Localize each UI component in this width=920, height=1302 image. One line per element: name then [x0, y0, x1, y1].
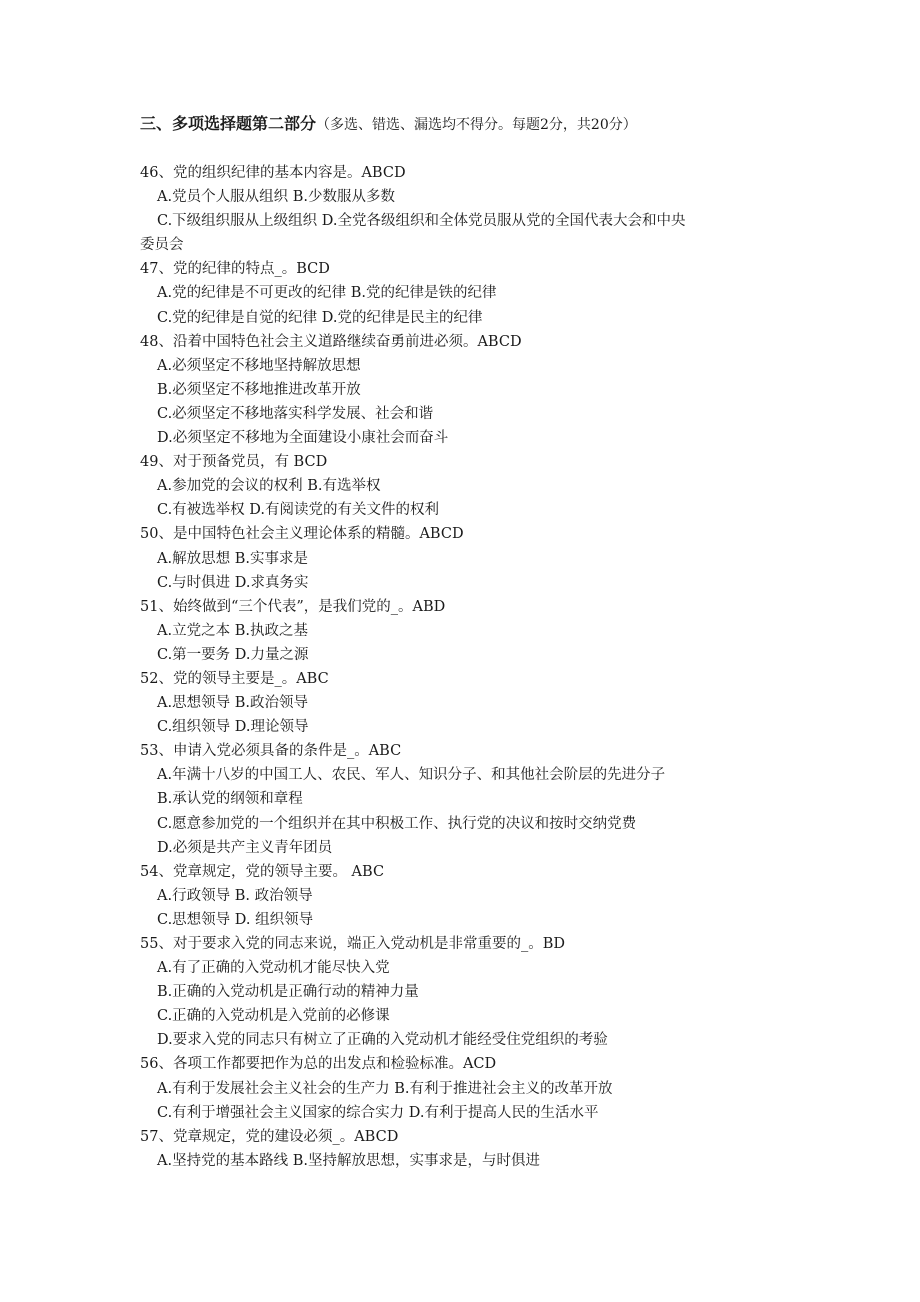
option-line: A.行政领导 B. 政治领导	[157, 887, 313, 904]
option-line: C.第一要务 D.力量之源	[157, 646, 309, 663]
option-line: C.有被选举权 D.有阅读党的有关文件的权利	[157, 502, 440, 519]
option-line: B.正确的入党动机是正确行动的精神力量	[157, 984, 419, 1001]
option-line: C.与时俱进 D.求真务实	[157, 574, 309, 591]
option-line: C.组织领导 D.理论领导	[157, 719, 309, 736]
option-line: B.承认党的纲领和章程	[157, 791, 303, 808]
option-line: D.必须坚定不移地为全面建设小康社会而奋斗	[157, 430, 449, 447]
section-title-main: 三、多项选择题第二部分	[140, 114, 317, 133]
question-text: 48、沿着中国特色社会主义道路继续奋勇前进必须。ABCD	[140, 333, 522, 350]
continuation-line: 委员会	[140, 237, 184, 254]
option-line: D.必须是共产主义青年团员	[157, 839, 333, 856]
option-line: A.立党之本 B.执政之基	[157, 622, 308, 639]
option-line: C.正确的入党动机是入党前的必修课	[157, 1008, 390, 1025]
section-title	[140, 112, 840, 137]
question-text: 56、各项工作都要把作为总的出发点和检验标准。ACD	[140, 1056, 497, 1073]
question-text: 54、党章规定，党的领导主要。 ABC	[140, 863, 385, 880]
option-line: A.有利于发展社会主义社会的生产力 B.有利于推进社会主义的改革开放	[157, 1080, 613, 1097]
option-line: C.思想领导 D. 组织领导	[157, 911, 314, 928]
question-text: 47、党的纪律的特点_。BCD	[140, 261, 330, 278]
option-line: A.参加党的会议的权利 B.有选举权	[157, 478, 381, 495]
option-line: A.解放思想 B.实事求是	[157, 550, 308, 567]
option-line: A.有了正确的入党动机才能尽快入党	[157, 960, 390, 977]
option-line: C.愿意参加党的一个组织并在其中积极工作、执行党的决议和按时交纳党费	[157, 815, 637, 832]
question-text: 50、是中国特色社会主义理论体系的精髓。ABCD	[140, 526, 464, 543]
option-line: D.要求入党的同志只有树立了正确的入党动机才能经受住党组织的考验	[157, 1032, 608, 1049]
question-text: 52、党的领导主要是_。ABC	[140, 670, 329, 687]
option-line: A.年满十八岁的中国工人、农民、军人、知识分子、和其他社会阶层的先进分子	[157, 767, 666, 784]
option-line: C.下级组织服从上级组织 D.全党各级组织和全体党员服从党的全国代表大会和中央	[157, 213, 686, 230]
question-text: 46、党的组织纪律的基本内容是。ABCD	[140, 165, 406, 181]
question-text: 57、党章规定，党的建设必须_。ABCD	[140, 1128, 399, 1145]
option-line: C.有利于增强社会主义国家的综合实力 D.有利于提高人民的生活水平	[157, 1104, 599, 1121]
question-text: 55、对于要求入党的同志来说，端正入党动机是非常重要的_。BD	[140, 936, 565, 952]
question-text: 53、申请入党必须具备的条件是_。ABC	[140, 743, 402, 760]
option-line: C.党的纪律是自觉的纪律 D.党的纪律是民主的纪律	[157, 309, 483, 326]
question-list	[140, 161, 800, 1173]
question-text: 51、始终做到“三个代表”，是我们党的_。ABD	[140, 598, 446, 615]
option-line: B.必须坚定不移地推进改革开放	[157, 381, 361, 398]
option-line: A.必须坚定不移地坚持解放思想	[157, 357, 361, 374]
question-text: 49、对于预备党员，有 BCD	[140, 454, 328, 471]
section-title-note: （多选、错选、漏选均不得分。每题2分，共20分）	[316, 117, 637, 133]
option-line: A.党员个人服从组织 B.少数服从多数	[157, 189, 395, 206]
option-line: C.必须坚定不移地落实科学发展、社会和谐	[157, 405, 434, 422]
option-line: A.思想领导 B.政治领导	[157, 695, 308, 712]
option-line: A.坚持党的基本路线 B.坚持解放思想，实事求是，与时俱进	[157, 1152, 540, 1169]
option-line: A.党的纪律是不可更改的纪律 B.党的纪律是铁的纪律	[157, 285, 497, 302]
